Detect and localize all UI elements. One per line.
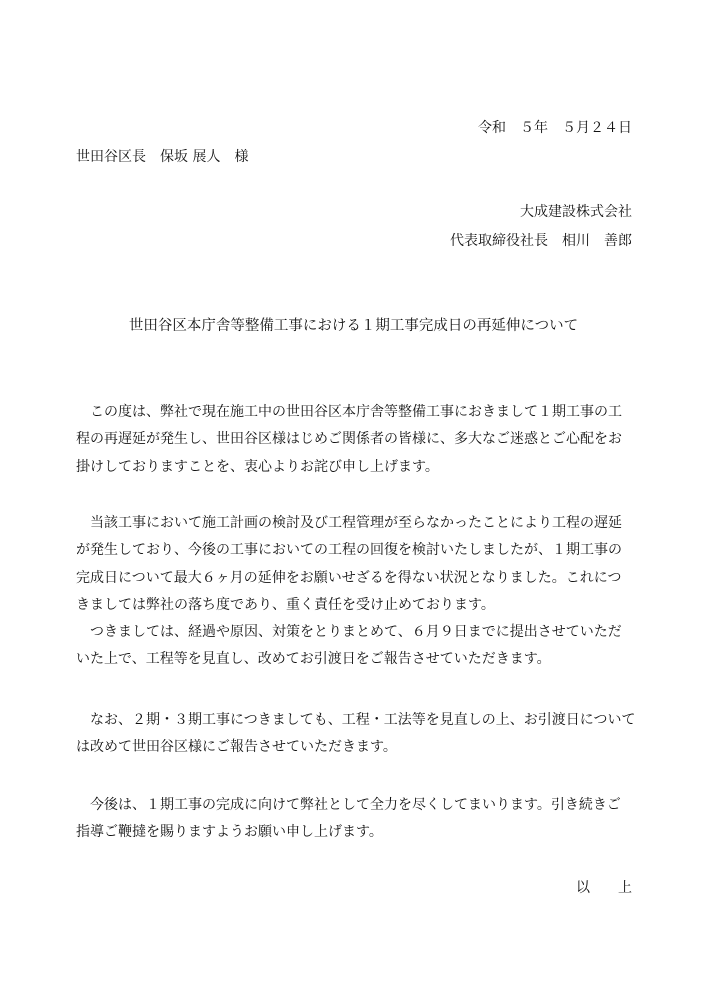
paragraph-future <box>76 795 636 850</box>
paragraph-line: 程の再遅延が発生し、世田谷区様はじめご関係者の皆様に、多大なご迷惑とご心配をお <box>76 431 622 448</box>
addressee: 世田谷区長 保坂 展人 様 <box>76 149 249 165</box>
paragraph-line: 指導ご鞭撻を賜りますようお願い申し上げます。 <box>76 824 383 841</box>
letter-date: 令和 ５年 ５月２４日 <box>478 120 632 136</box>
paragraph-apology <box>76 402 636 484</box>
paragraph-line: なお、２期・３期工事につきましても、工程・工法等を見直しの上、お引渡日について <box>76 712 636 728</box>
paragraph-line: いた上で、工程等を見直し、改めてお引渡日をご報告させていただきます。 <box>76 651 551 668</box>
paragraph-line: が発生しており、今後の工事においての工程の回復を検討いたしましたが、１期工事の <box>76 542 622 559</box>
paragraph-line: つきましては、経過や原因、対策をとりまとめて、６月９日までに提出させていただ <box>76 624 622 641</box>
closing-mark: 以 上 <box>576 880 632 896</box>
paragraph-line: きましては弊社の落ち度であり、重く責任を受け止めております。 <box>76 596 495 613</box>
document-title: 世田谷区本庁舎等整備工事における１期工事完成日の再延伸について <box>128 318 579 334</box>
paragraph-line: この度は、弊社で現在施工中の世田谷区本庁舎等整備工事におきまして１期工事の工 <box>76 404 622 420</box>
paragraph-line: 当該工事において施工計画の検討及び工程管理が至らなかったことにより工程の遅延 <box>76 515 622 531</box>
paragraph-line: は改めて世田谷区様にご報告させていただきます。 <box>76 739 397 756</box>
sender-person: 代表取締役社長 相川 善郎 <box>450 233 632 249</box>
paragraph-line: 完成日について最大６ヶ月の延伸をお願いせざるを得ない状況となりました。これにつ <box>76 569 622 586</box>
paragraph-delay <box>76 513 636 677</box>
paragraph-line: 掛けしておりますことを、衷心よりお詫び申し上げます。 <box>76 458 439 475</box>
paragraph-line: 今後は、１期工事の完成に向けて弊社として全力を尽くしてまいります。引き続きご <box>76 797 621 813</box>
paragraph-phase2-3 <box>76 710 636 765</box>
sender-company: 大成建設株式会社 <box>520 204 632 220</box>
